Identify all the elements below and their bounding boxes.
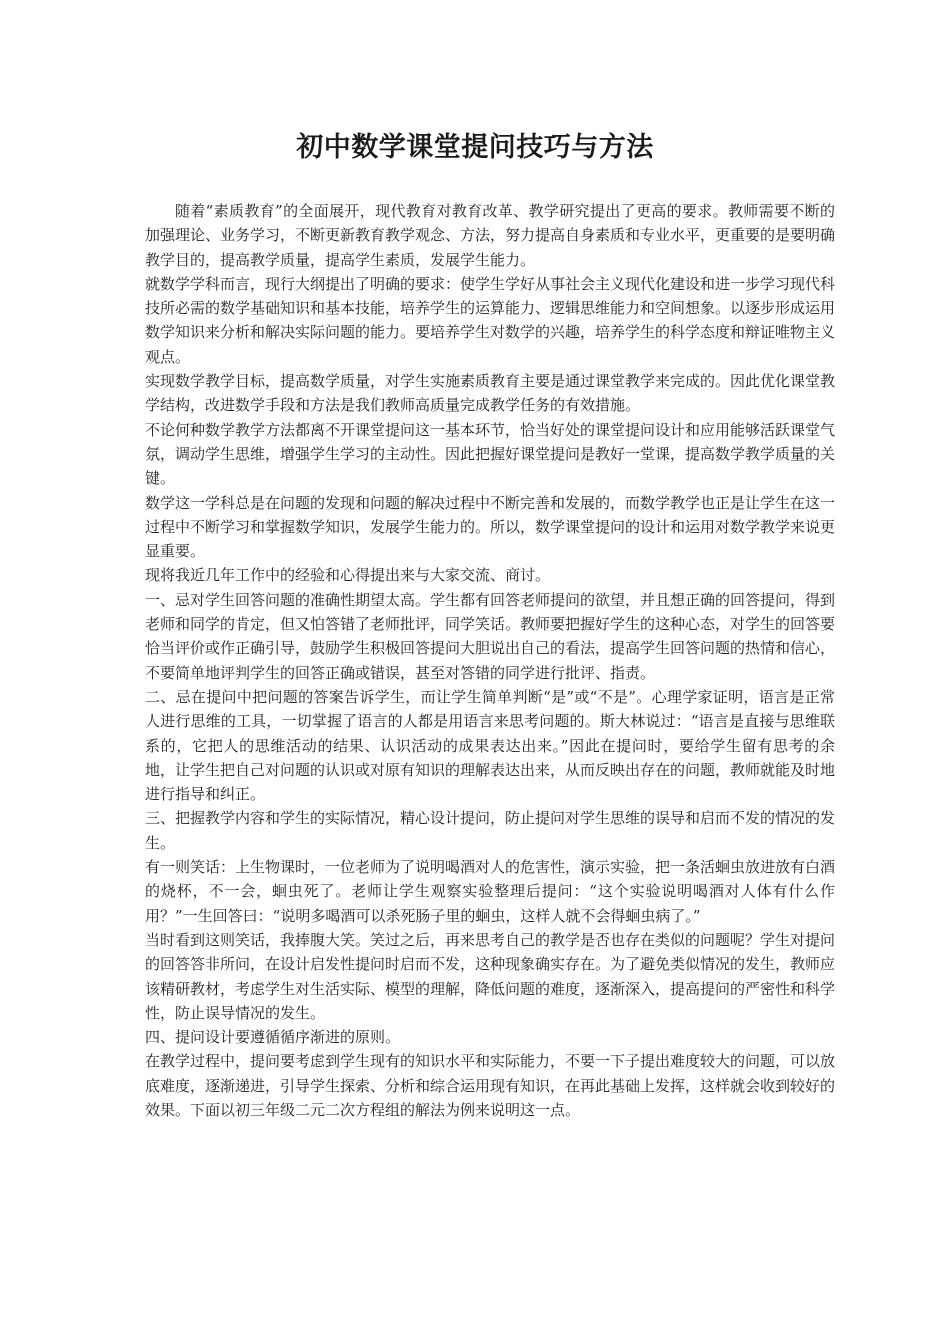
paragraph: 随着“素质教育”的全面展开，现代教育对教育改革、教学研究提出了更高的要求。教师需要不断的加强理论、业务学习，不断更新教育教学观念、方法，努力提高自身素质和专业水平，更重要的是要明确教学目的，提高教学质量，提高学生素质，发展学生能力。: [145, 202, 836, 269]
paragraph: 不论何种数学教学方法都离不开课堂提问这一基本环节，恰当好处的课堂提问设计和应用能够活跃课堂气氛，调动学生思维，增强学生学习的主动性。因此把握好课堂提问是教好一堂课，提高数学教学质量的关键。: [145, 420, 836, 488]
paragraph: 三、把握教学内容和学生的实际情况，精心设计提问，防止提问对学生思维的误导和启而不发的情况的发生。: [145, 809, 836, 852]
paragraph: 四、提问设计要遵循循序渐进的原则。: [145, 1028, 401, 1047]
paragraph: 实现数学教学目标，提高数学质量，对学生实施素质教育主要是通过课堂教学来完成的。因此优化课堂教学结构，改进数学手段和方法是我们教师高质量完成教学任务的有效措施。: [145, 372, 836, 415]
document-title: 初中数学课堂提问技巧与方法: [296, 132, 654, 163]
paragraph: 现将我近几年工作中的经验和心得提出来与大家交流、商讨。: [145, 566, 551, 585]
paragraph: 当时看到这则笑话，我捧腹大笑。笑过之后，再来思考自己的教学是否也存在类似的问题呢？学生对提问的回答答非所问，在设计启发性提问时启而不发，这种现象确实存在。为了避免类似情况的发生，教师应该精研教材，考虑学生对生活实际、模型的理解，降低问题的难度，逐渐深入，提高提问的严密性和科学性，防止误导情况的发生。: [145, 930, 836, 1022]
paragraph: 二、忌在提问中把问题的答案告诉学生，而让学生简单判断“是”或“不是”。心理学家证明，语言是正常人进行思维的工具，一切掌握了语言的人都是用语言来思考问题的。斯大林说过：“语言是直接与思维联系的，它把人的思维活动的结果、认识活动的成果表达出来。”因此在提问时，要给学生留有思考的余地，让学生把自己对问题的认识或对原有知识的理解表达出来，从而反映出存在的问题，教师就能及时地进行指导和纠正。: [145, 687, 836, 804]
paragraph: 在教学过程中，提问要考虑到学生现有的知识水平和实际能力，不要一下子提出难度较大的问题，可以放底难度，逐渐递进，引导学生探索、分析和综合运用现有知识，在再此基础上发挥，这样就会收到较好的效果。下面以初三年级二元二次方程组的解法为例来说明这一点。: [145, 1052, 836, 1119]
paragraph: 一、忌对学生回答问题的准确性期望太高。学生都有回答老师提问的欲望，并且想正确的回答提问，得到老师和同学的肯定，但又怕答错了老师批评，同学笑话。教师要把握好学生的这种心态，对学生的回答要恰当评价或作正确引导，鼓励学生积极回答提问大胆说出自己的看法，提高学生回答问题的热情和信心，不要简单地评判学生的回答正确或错误，甚至对答错的同学进行批评、指责。: [145, 590, 836, 682]
paragraph: 数学这一学科总是在问题的发现和问题的解决过程中不断完善和发展的，而数学教学也正是让学生在这一过程中不断学习和掌握数学知识，发展学生能力的。所以，数学课堂提问的设计和运用对数学教学来说更显重要。: [145, 493, 836, 561]
paragraph: 就数学学科而言，现行大纲提出了明确的要求：使学生学好从事社会主义现代化建设和进一步学习现代科技所必需的数学基础知识和基本技能，培养学生的运算能力、逻辑思维能力和空间想象。以逐步形成运用数学知识来分析和解决实际问题的能力。要培养学生对数学的兴趣，培养学生的科学态度和辩证唯物主义观点。: [145, 274, 836, 366]
document-body: [145, 199, 835, 1122]
paragraph: 有一则笑话：上生物课时，一位老师为了说明喝酒对人的危害性，演示实验，把一条活蛔虫放进放有白酒的烧杯，不一会，蛔虫死了。老师让学生观察实验整理后提问：“这个实验说明喝酒对人体有什么作用？”一生回答曰：“说明多喝酒可以杀死肠子里的蛔虫，这样人就不会得蛔虫病了。”: [145, 858, 836, 925]
